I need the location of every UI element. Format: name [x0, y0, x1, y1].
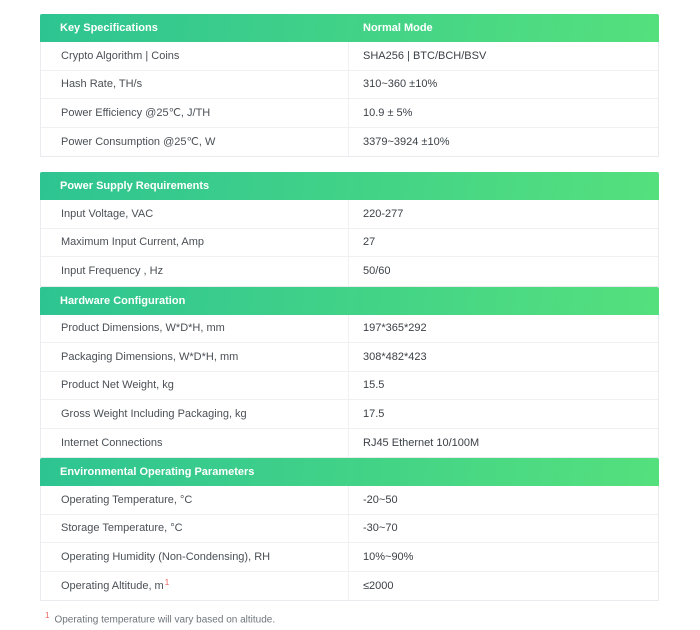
spec-label	[41, 71, 349, 99]
spec-value: 10.9 ± 5%	[363, 106, 413, 119]
spec-label	[41, 315, 349, 343]
section-header-label: Hardware Configuration	[60, 294, 186, 307]
spec-label-text: Hash Rate, TH/s	[61, 78, 143, 91]
section-header	[40, 287, 659, 315]
spec-label	[41, 400, 349, 428]
section-header-label: Power Supply Requirements	[60, 180, 210, 192]
spec-label-text: Maximum Input Current, Amp	[61, 236, 205, 249]
spec-label-text: Power Consumption @25℃, W	[61, 136, 216, 149]
spec-row	[41, 543, 658, 572]
spec-value: 197*365*292	[363, 322, 427, 335]
spec-value: RJ45 Ethernet 10/100M	[363, 436, 480, 449]
spec-label	[41, 99, 349, 127]
spec-label-text: Internet Connections	[61, 436, 163, 449]
footnote-marker: 1	[45, 611, 50, 620]
section-rows	[40, 486, 659, 601]
spec-label	[41, 543, 349, 571]
spec-row	[41, 229, 658, 258]
spec-row	[41, 315, 658, 344]
specification-tables	[40, 14, 659, 625]
section-header	[40, 14, 659, 42]
spec-value: ≤2000	[363, 579, 394, 592]
spec-value: 3379~3924 ±10%	[363, 135, 450, 148]
spec-row	[41, 372, 658, 401]
section-header	[40, 172, 659, 200]
spec-label	[41, 257, 349, 286]
spec-label-text: Storage Temperature, °C	[61, 522, 183, 535]
spec-label-text: Packaging Dimensions, W*D*H, mm	[61, 350, 239, 363]
spec-row	[41, 257, 658, 286]
section-rows	[40, 200, 659, 287]
spec-row	[41, 128, 658, 157]
spec-value: 17.5	[363, 407, 385, 420]
spec-label-text: Input Frequency , Hz	[61, 265, 164, 278]
spec-section-environmental-operating-parameters	[40, 458, 659, 601]
spec-label	[41, 515, 349, 543]
spec-row	[41, 71, 658, 100]
spec-label-text: Operating Humidity (Non-Condensing), RH	[61, 550, 271, 563]
spec-label	[41, 128, 349, 157]
spec-section-key-specifications	[40, 14, 659, 157]
spec-label-text: Power Efficiency @25℃, J/TH	[61, 107, 211, 120]
spec-label-text: Gross Weight Including Packaging, kg	[61, 407, 247, 420]
spec-value: 27	[363, 236, 376, 249]
spec-value: 50/60	[363, 265, 391, 278]
spec-label-text: Operating Temperature, °C	[61, 493, 193, 506]
spec-row	[41, 343, 658, 372]
spec-label-text: Input Voltage, VAC	[61, 207, 154, 220]
footnote-ref-marker: 1	[164, 577, 170, 587]
spec-label-text: Operating Altitude, m	[61, 579, 164, 592]
section-header	[40, 458, 659, 486]
spec-label	[41, 42, 349, 70]
spec-value: 308*482*423	[363, 350, 427, 363]
spec-value: 310~360 ±10%	[363, 78, 438, 91]
spec-value: 15.5	[363, 379, 385, 392]
spec-label-text: Product Net Weight, kg	[61, 379, 174, 392]
spec-row	[41, 42, 658, 71]
spec-row	[41, 486, 658, 515]
spec-row	[41, 99, 658, 128]
spec-label-text: Product Dimensions, W*D*H, mm	[61, 322, 225, 335]
spec-label	[41, 572, 349, 601]
spec-label-text: Crypto Algorithm | Coins	[61, 49, 180, 62]
spec-label	[41, 372, 349, 400]
spec-label	[41, 486, 349, 514]
spec-label	[41, 229, 349, 257]
spec-label	[41, 200, 349, 228]
spec-row	[41, 429, 658, 458]
footnote-text: Operating temperature will vary based on altitude.	[54, 614, 276, 626]
section-rows	[40, 315, 659, 459]
spec-section-hardware-configuration	[40, 287, 659, 459]
sections-container	[40, 14, 659, 601]
section-header-value: Normal Mode	[363, 22, 433, 34]
spec-row	[41, 200, 658, 229]
spec-label	[41, 429, 349, 458]
section-rows	[40, 42, 659, 157]
section-header-label: Environmental Operating Parameters	[60, 466, 255, 478]
spec-value: -20~50	[363, 493, 398, 506]
footnote	[40, 611, 659, 625]
spec-row	[41, 400, 658, 429]
spec-value: SHA256 | BTC/BCH/BSV	[363, 49, 487, 62]
spec-value: 10%~90%	[363, 550, 414, 563]
spec-row	[41, 572, 658, 601]
spec-row	[41, 515, 658, 544]
spec-section-power-supply-requirements	[40, 172, 659, 287]
section-header-label: Key Specifications	[60, 22, 158, 34]
spec-value: 220-277	[363, 207, 404, 220]
spec-value: -30~70	[363, 522, 398, 535]
spec-label	[41, 343, 349, 371]
